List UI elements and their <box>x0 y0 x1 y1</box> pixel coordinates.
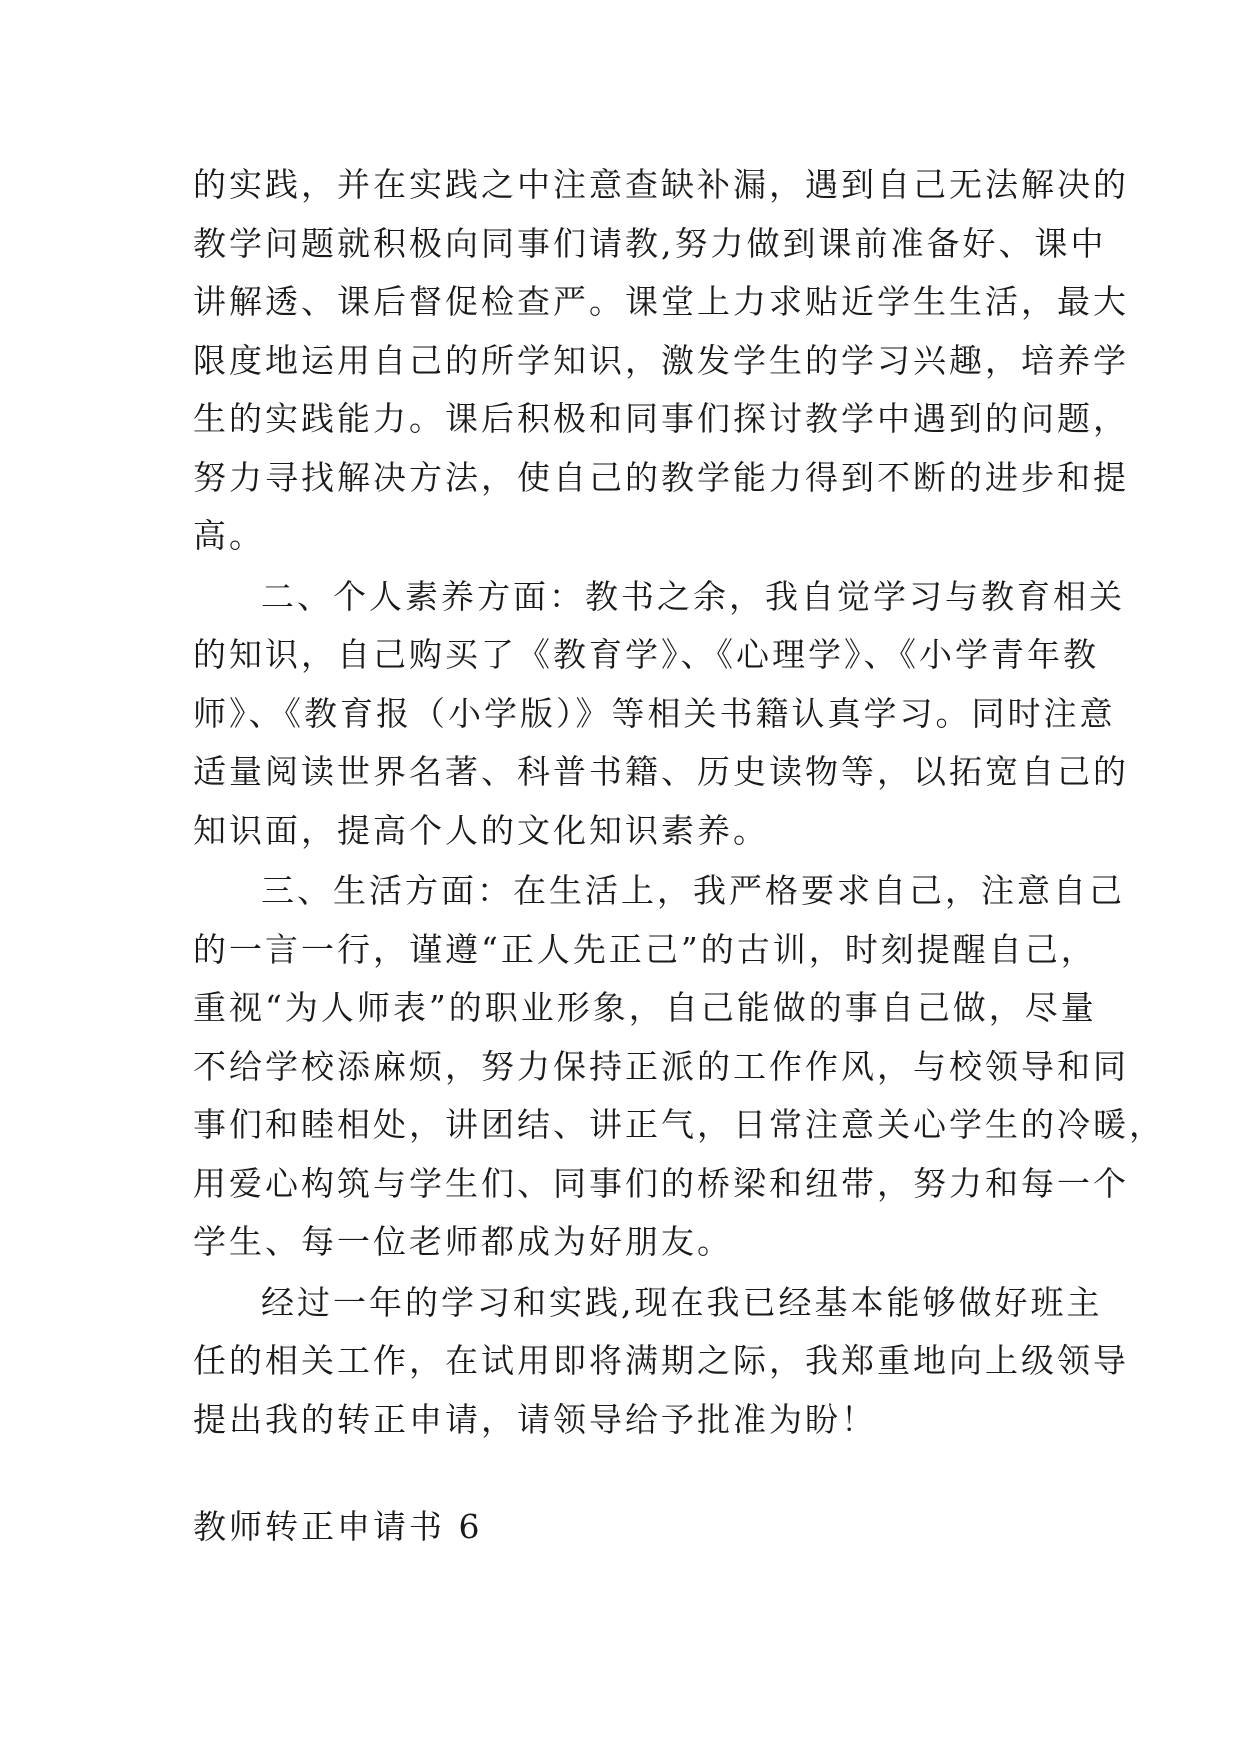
paragraph-1 <box>193 156 1129 566</box>
text-line: 重视“为人师表”的职业形象，自己能做的事自己做，尽量 <box>193 988 1097 1027</box>
text-line: 讲解透、课后督促检查严。课堂上力求贴近学生生活，最大 <box>193 282 1129 321</box>
text-line: 的实践，并在实践之中注意查缺补漏，遇到自己无法解决的 <box>193 165 1129 204</box>
text-line: 适量阅读世界名著、科普书籍、历史读物等，以拓宽自己的 <box>193 752 1129 791</box>
text-line: 经过一年的学习和实践,现在我已经基本能够做好班主 <box>261 1282 1103 1322</box>
text-line: 的知识，自己购买了《教育学》、《心理学》、《小学青年教 <box>193 635 1099 674</box>
text-line: 生的实践能力。课后积极和同事们探讨教学中遇到的问题， <box>193 399 1129 438</box>
document-body <box>193 156 1165 1449</box>
text-line: 事们和睦相处，讲团结、讲正气，日常注意关心学生的冷暖， <box>193 1105 1165 1144</box>
text-line: 师》、《教育报（小学版）》等相关书籍认真学习。同时注意 <box>193 693 1116 733</box>
paragraph-3 <box>193 862 1165 1272</box>
text-line: 提出我的转正申请，请领导给予批准为盼！ <box>193 1399 877 1439</box>
next-document-heading: 教师转正申请书 6 <box>193 1507 483 1546</box>
text-line: 知识面，提高个人的文化知识素养。 <box>193 810 769 850</box>
text-line: 三、生活方面：在生活上，我严格要求自己，注意自己 <box>261 871 1125 910</box>
text-line: 高。 <box>193 516 265 555</box>
text-line: 努力寻找解决方法，使自己的教学能力得到不断的进步和提 <box>193 457 1129 497</box>
text-line: 用爱心构筑与学生们、同事们的桥梁和纽带，努力和每一个 <box>193 1163 1129 1203</box>
paragraph-4 <box>193 1274 1129 1450</box>
paragraph-2 <box>193 568 1129 861</box>
text-line: 二、个人素养方面：教书之余，我自觉学习与教育相关 <box>261 576 1125 616</box>
text-line: 限度地运用自己的所学知识，激发学生的学习兴趣，培养学 <box>193 340 1129 380</box>
text-line: 学生、每一位老师都成为好朋友。 <box>193 1222 733 1261</box>
text-line: 任的相关工作，在试用即将满期之际，我郑重地向上级领导 <box>193 1341 1129 1380</box>
text-line: 的一言一行，谨遵“正人先正己”的古训，时刻提醒自己， <box>193 929 1097 969</box>
text-line: 教学问题就积极向同事们请教,努力做到课前准备好、课中 <box>193 223 1107 263</box>
text-line: 不给学校添麻烦，努力保持正派的工作作风，与校领导和同 <box>193 1046 1129 1086</box>
